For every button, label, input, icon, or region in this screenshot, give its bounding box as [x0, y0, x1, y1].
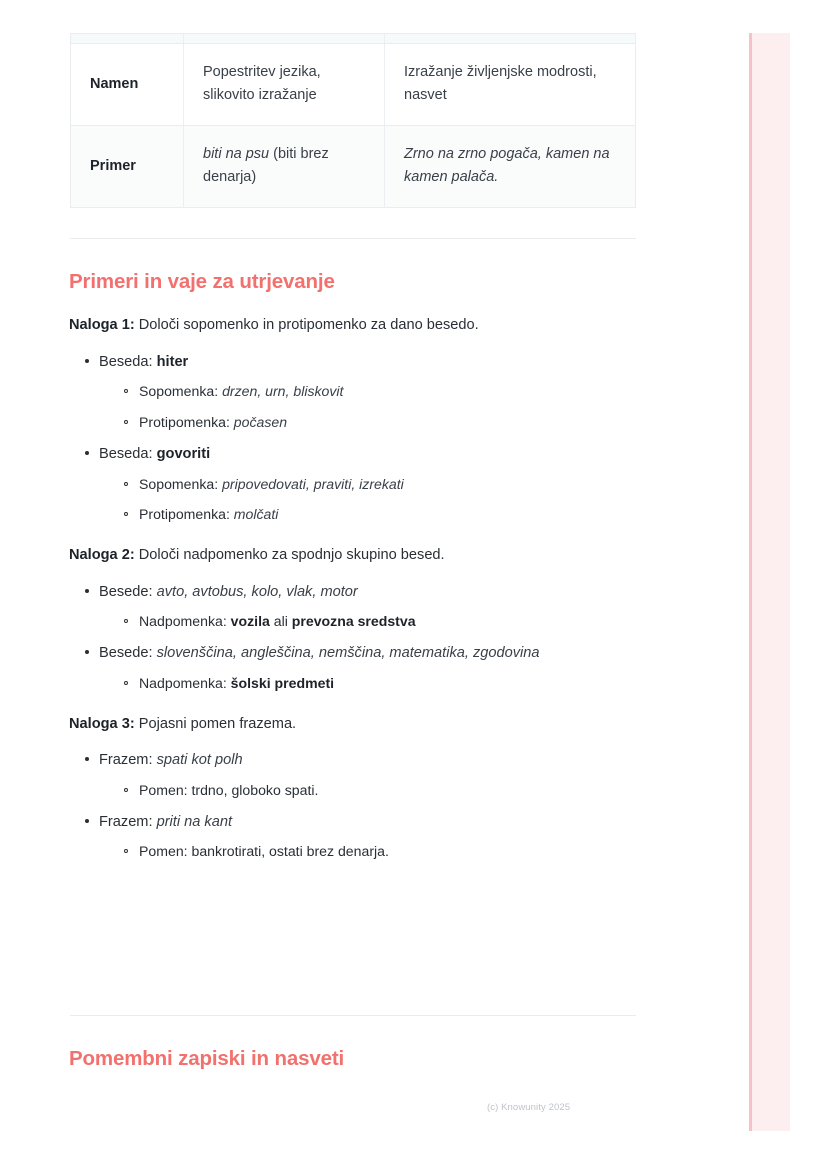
list-item — [85, 351, 700, 443]
sub-item-prefix: Nadpomenka: — [139, 674, 231, 691]
table-cell-italic: biti na psu — [203, 145, 270, 162]
table-cell: Izražanje življenjske modrosti, nasvet — [385, 44, 636, 126]
sub-item-bold: šolski predmeti — [230, 674, 335, 691]
list-item-italic: avto, avtobus, kolo, vlak, motor — [156, 583, 358, 600]
right-accent-bar — [749, 33, 790, 1131]
sub-item-prefix: Nadpomenka: — [139, 613, 231, 630]
table-cell — [184, 125, 385, 207]
sub-item-list — [99, 474, 700, 536]
table-row-header: Primer — [71, 125, 184, 207]
list-item — [124, 412, 700, 443]
sub-item-bold: vozila — [230, 613, 270, 630]
list-item — [124, 841, 700, 872]
section-divider — [70, 238, 636, 239]
list-item — [85, 581, 700, 642]
list-item — [85, 443, 700, 535]
list-item — [85, 749, 700, 810]
table-cell — [385, 34, 636, 44]
comparison-table — [70, 33, 636, 208]
list-item — [124, 780, 700, 811]
spacer — [0, 535, 700, 544]
list-item-italic: slovenščina, angleščina, nemščina, matematika, zgodovina — [156, 645, 540, 662]
sub-item-prefix: Pomen: bankrotirati, ostati brez denarja. — [139, 843, 389, 860]
list-item — [124, 673, 700, 704]
list-item-row — [99, 642, 700, 673]
sub-item-mid: ali — [269, 613, 292, 630]
list-item-italic: spati kot polh — [156, 752, 243, 769]
sub-item-prefix: Protipomenka: — [139, 414, 234, 431]
list-item — [124, 474, 700, 505]
task-text: Določi sopomenko in protipomenko za dano besedo. — [134, 317, 479, 333]
list-item-row — [99, 443, 700, 474]
table-cell — [385, 125, 636, 207]
task-item-list — [0, 351, 700, 536]
table-row-clipped — [71, 34, 636, 44]
list-item-prefix: Beseda: — [99, 445, 157, 462]
sub-item-italic: pripovedovati, praviti, izrekati — [222, 475, 404, 492]
table-cell-text: (biti brez denarja) — [203, 145, 329, 186]
spacer — [0, 704, 700, 713]
list-item-row — [99, 811, 700, 842]
list-item-italic: priti na kant — [156, 813, 233, 830]
list-item-bold: govoriti — [156, 445, 211, 462]
task-text: Določi nadpomenko za spodnjo skupino besed. — [134, 547, 445, 564]
list-item-prefix: Besede: — [99, 583, 157, 600]
list-item-prefix: Frazem: — [99, 813, 157, 830]
list-item — [124, 611, 700, 642]
sub-item-list — [99, 780, 700, 811]
table-cell — [184, 34, 385, 44]
list-item-prefix: Beseda: — [99, 353, 157, 370]
sub-item-list — [99, 381, 700, 443]
sub-item-prefix: Sopomenka: — [139, 475, 223, 492]
list-item-prefix: Besede: — [99, 645, 157, 662]
table-cell: Popestritev jezika, slikovito izražanje — [184, 44, 385, 126]
table-row — [71, 125, 636, 207]
task-item-list — [0, 749, 700, 872]
table-cell — [71, 34, 184, 44]
sub-item-italic: molčati — [233, 506, 279, 523]
list-item — [85, 811, 700, 872]
section-divider — [70, 1015, 636, 1016]
list-item — [124, 381, 700, 412]
sub-item-italic: drzen, urn, bliskovit — [222, 383, 344, 400]
task-label: Naloga 1: — [69, 317, 135, 333]
exercises-content — [0, 314, 700, 872]
right-accent-bar-edge — [749, 33, 752, 1131]
task-intro — [69, 544, 700, 581]
list-item-row — [99, 351, 700, 382]
task-label: Naloga 2: — [69, 547, 135, 564]
sub-item-italic: počasen — [233, 414, 288, 431]
section-heading-notes: Pomembni zapiski in nasveti — [69, 1047, 345, 1070]
sub-item-prefix: Sopomenka: — [139, 383, 223, 400]
task-item-list — [0, 581, 700, 704]
task-intro — [69, 314, 700, 351]
sub-item-list — [99, 673, 700, 704]
task-text: Pojasni pomen frazema. — [134, 715, 297, 732]
table-row-header: Namen — [71, 44, 184, 126]
sub-item-bold-alt: prevozna sredstva — [291, 613, 416, 630]
list-item-row — [99, 581, 700, 612]
task-label: Naloga 3: — [69, 715, 135, 732]
section-heading-examples: Primeri in vaje za utrjevanje — [69, 270, 335, 293]
list-item-bold: hiter — [156, 353, 189, 370]
comparison-table-container — [70, 33, 635, 208]
sub-item-list — [99, 611, 700, 642]
footer-watermark: (c) Knowunity 2025 — [487, 1102, 571, 1113]
list-item-prefix: Frazem: — [99, 752, 157, 769]
sub-item-prefix: Protipomenka: — [139, 506, 234, 523]
list-item — [124, 504, 700, 535]
sub-item-list — [99, 841, 700, 872]
task-intro — [69, 713, 700, 750]
list-item-row — [99, 749, 700, 780]
sub-item-prefix: Pomen: trdno, globoko spati. — [139, 781, 319, 798]
table-cell-italic: Zrno na zrno pogača, kamen na kamen palača. — [404, 145, 610, 186]
table-row — [71, 44, 636, 126]
list-item — [85, 642, 700, 703]
